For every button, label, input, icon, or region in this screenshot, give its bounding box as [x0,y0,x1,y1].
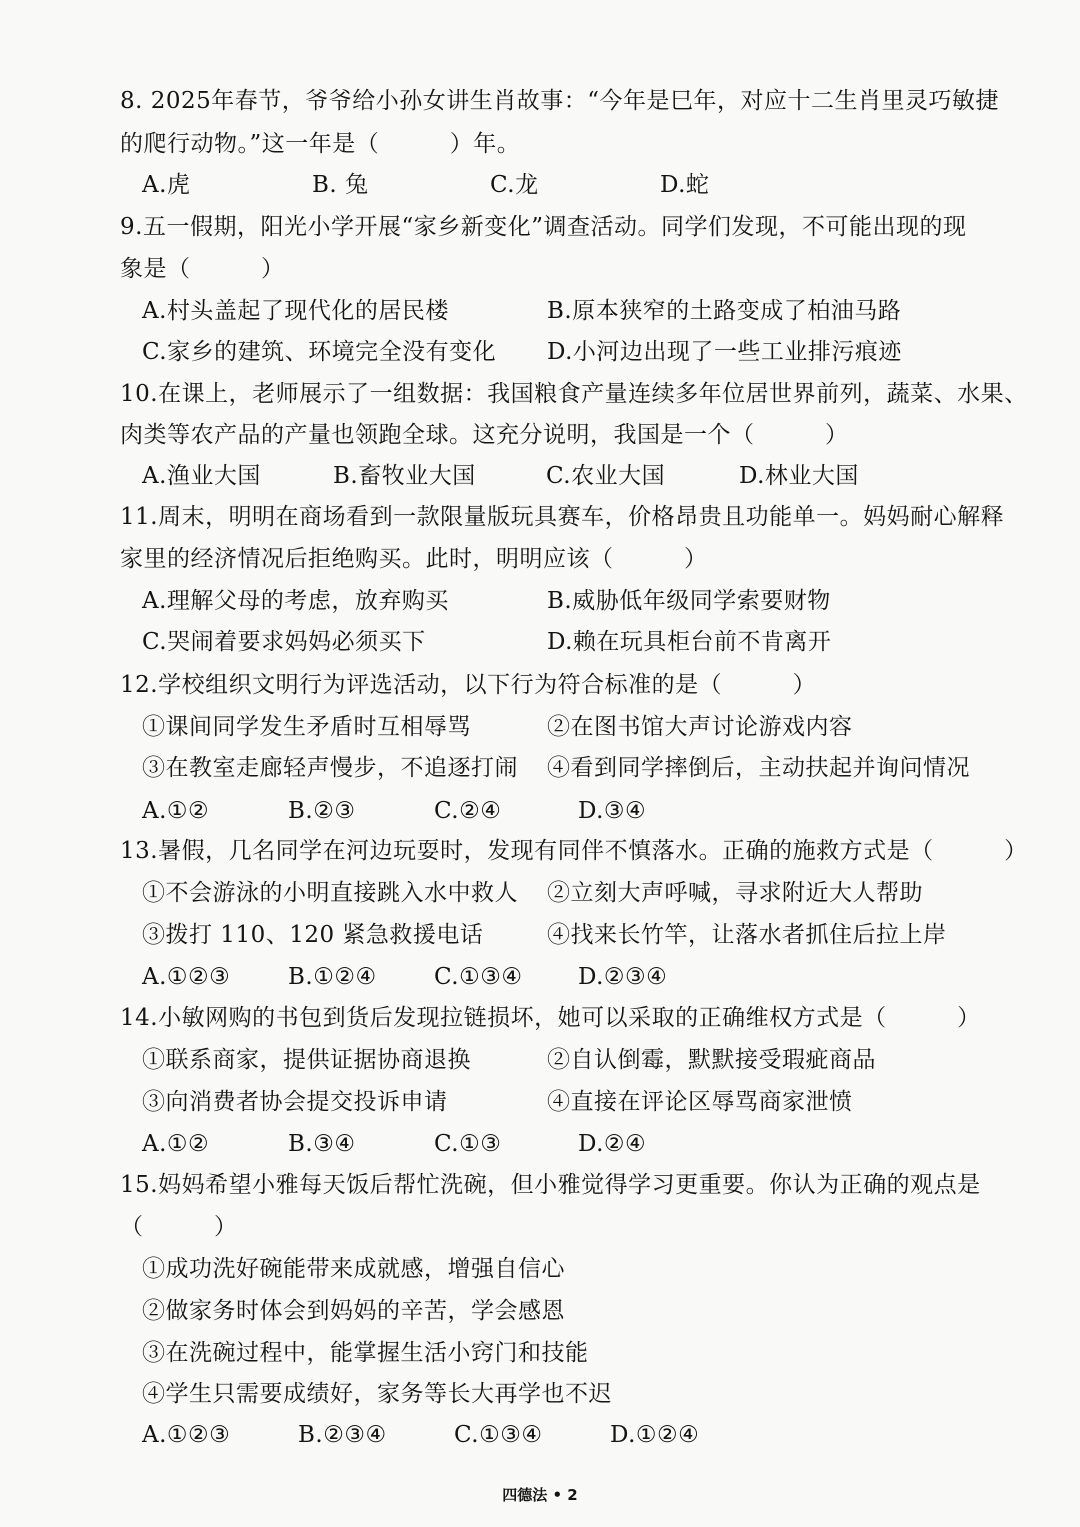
q8-stem-line2: 的爬行动物。”这一年是（ ）年。 [120,131,521,157]
q15-option-b: B.②③④ [298,1422,387,1448]
q8-option-b: B. 兔 [312,172,369,198]
q10-option-d: D.林业大国 [739,463,859,489]
q10-stem-line1: 10.在课上，老师展示了一组数据：我国粮食产量连续多年位居世界前列，蔬菜、水果、 [120,381,1028,407]
q15-option-d: D.①②④ [610,1422,700,1448]
q15-stem-line1: 15.妈妈希望小雅每天饭后帮忙洗碗，但小雅觉得学习更重要。你认为正确的观点是 [120,1172,981,1198]
q15-option-a: A.①②③ [142,1422,231,1448]
q9-stem-line1: 9.五一假期，阳光小学开展“家乡新变化”调查活动。同学们发现，不可能出现的现 [120,214,967,240]
q11-option-b: B.威胁低年级同学索要财物 [547,588,831,614]
q14-option-c: C.①③ [434,1131,502,1157]
q13-option-c: C.①③④ [434,964,523,990]
q14-stem-line1: 14.小敏网购的书包到货后发现拉链损坏，她可以采取的正确维权方式是（ ） [120,1005,981,1031]
page-number: 四德法 • 2 [502,1486,578,1504]
q15-statement-3: ③在洗碗过程中，能掌握生活小窍门和技能 [142,1340,589,1366]
q8-option-c: C.龙 [490,172,539,198]
q10-option-c: C.农业大国 [546,463,666,489]
q14-option-b: B.③④ [288,1131,356,1157]
q11-option-d: D.赖在玩具柜台前不肯离开 [547,629,832,655]
q13-statement-1: ①不会游泳的小明直接跳入水中救人 [142,880,518,906]
q14-statement-1: ①联系商家，提供证据协商退换 [142,1047,471,1073]
q9-option-a: A.村头盖起了现代化的居民楼 [142,298,449,324]
q9-option-d: D.小河边出现了一些工业排污痕迹 [547,339,902,365]
q8-stem-line1: 8. 2025年春节，爷爷给小孙女讲生肖故事：“今年是巳年，对应十二生肖里灵巧敏捷 [120,88,1000,114]
q9-option-b: B.原本狭窄的土路变成了柏油马路 [547,298,902,324]
q14-statement-2: ②自认倒霉，默默接受瑕疵商品 [547,1047,876,1073]
q12-statement-1: ①课间同学发生矛盾时互相辱骂 [142,714,471,740]
q15-statement-1: ①成功洗好碗能带来成就感，增强自信心 [142,1256,565,1282]
q12-statement-2: ②在图书馆大声讨论游戏内容 [547,714,853,740]
q11-option-a: A.理解父母的考虑，放弃购买 [142,588,449,614]
q8-option-a: A.虎 [142,172,191,198]
q11-stem-line2: 家里的经济情况后拒绝购买。此时，明明应该（ ） [120,546,708,572]
q9-stem-line2: 象是（ ） [120,256,285,282]
q15-statement-2: ②做家务时体会到妈妈的辛苦，学会感恩 [142,1298,565,1324]
q15-stem-line2: （ ） [120,1214,238,1240]
q10-stem-line2: 肉类等农产品的产量也领跑全球。这充分说明，我国是一个（ ） [120,422,849,448]
q14-option-a: A.①② [142,1131,210,1157]
q13-statement-2: ②立刻大声呼喊，寻求附近大人帮助 [547,880,923,906]
q15-option-c: C.①③④ [454,1422,543,1448]
q14-statement-4: ④直接在评论区辱骂商家泄愤 [547,1089,853,1115]
q10-option-a: A.渔业大国 [142,463,261,489]
q13-option-b: B.①②④ [288,964,377,990]
q13-stem-line1: 13.暑假，几名同学在河边玩耍时，发现有同伴不慎落水。正确的施救方式是（ ） [120,838,1028,864]
q13-option-a: A.①②③ [142,964,231,990]
q12-statement-4: ④看到同学摔倒后，主动扶起并询问情况 [547,755,970,781]
q12-stem-line1: 12.学校组织文明行为评选活动，以下行为符合标准的是（ ） [120,672,817,698]
q11-option-c: C.哭闹着要求妈妈必须买下 [142,629,426,655]
q10-option-b: B.畜牧业大国 [333,463,476,489]
q8-option-d: D.蛇 [660,172,710,198]
q9-option-c: C.家乡的建筑、环境完全没有变化 [142,339,497,365]
q15-statement-4: ④学生只需要成绩好，家务等长大再学也不迟 [142,1381,612,1407]
q13-statement-4: ④找来长竹竿，让落水者抓住后拉上岸 [547,922,947,948]
q11-stem-line1: 11.周末，明明在商场看到一款限量版玩具赛车，价格昂贵且功能单一。妈妈耐心解释 [120,504,1005,530]
q13-statement-3: ③拨打 110、120 紧急救援电话 [142,922,484,948]
q12-option-b: B.②③ [288,798,356,824]
q12-statement-3: ③在教室走廊轻声慢步，不追逐打闹 [142,755,518,781]
q12-option-d: D.③④ [578,798,647,824]
q13-option-d: D.②③④ [578,964,668,990]
q14-option-d: D.②④ [578,1131,647,1157]
q12-option-c: C.②④ [434,798,502,824]
q12-option-a: A.①② [142,798,210,824]
q14-statement-3: ③向消费者协会提交投诉申请 [142,1089,448,1115]
